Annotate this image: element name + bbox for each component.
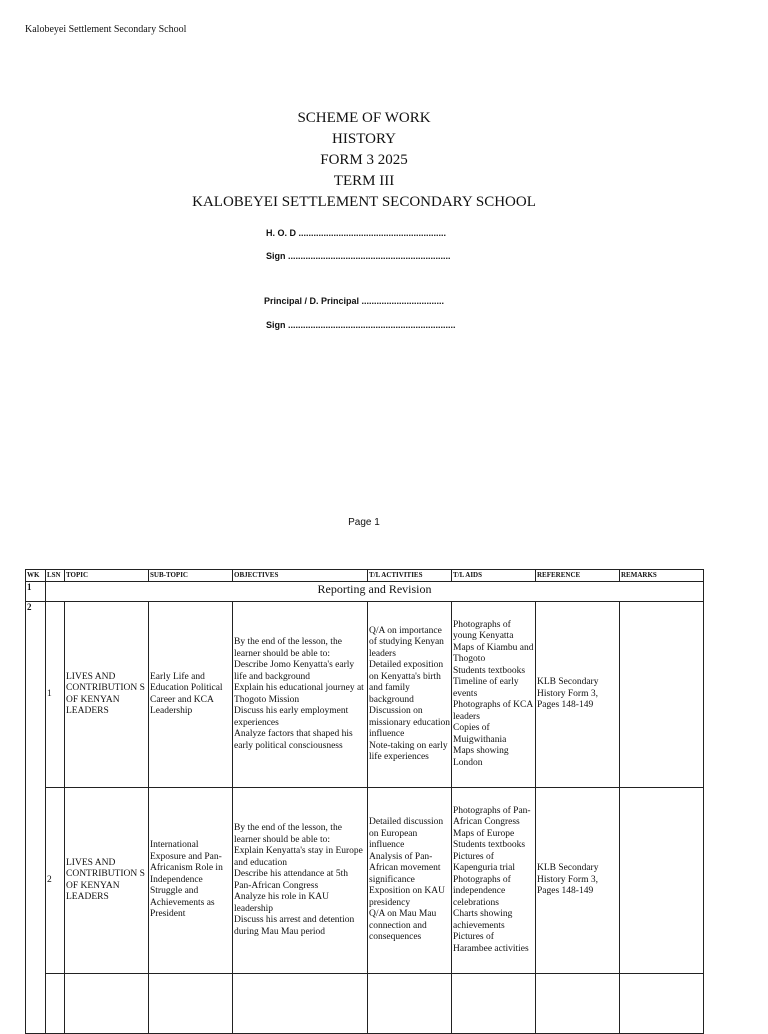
title-line-subject: HISTORY <box>332 131 396 147</box>
objective-line: Analyze factors that shaped his early political consciousness <box>234 729 353 751</box>
aid-line: Students textbooks <box>453 840 526 851</box>
activity-line: Detailed discussion on European influence <box>369 817 444 851</box>
reference-cell: KLB Secondary History Form 3, Pages 148-149 <box>536 602 620 788</box>
table-header-row <box>26 570 704 582</box>
activity-line: Q/A on importance of studying Kenyan leaders <box>369 625 444 659</box>
empty-cell <box>149 974 233 1034</box>
empty-cell <box>46 974 65 1034</box>
aid-line: Photographs of independence celebrations <box>453 874 511 908</box>
document-title <box>0 108 728 213</box>
activities-cell <box>368 602 452 788</box>
column-header-aids: T/L AIDS <box>452 570 536 582</box>
title-line-school: KALOBEYEI SETTLEMENT SECONDARY SCHOOL <box>192 194 536 210</box>
title-line-scheme: SCHEME OF WORK <box>297 110 431 126</box>
table-row-lesson-1 <box>26 602 704 788</box>
activity-line: Analysis of Pan-African movement significance <box>369 851 441 885</box>
objective-line: Discuss his arrest and detention during Mau Mau period <box>234 915 355 937</box>
empty-cell <box>620 974 704 1034</box>
table-row-lesson-2 <box>26 788 704 974</box>
objective-line: Analyze his role in KAU leadership <box>234 892 329 914</box>
empty-cell <box>65 974 149 1034</box>
week-number: 2 <box>26 602 46 1034</box>
aid-line: Maps of Kiambu and Thogoto <box>453 642 534 665</box>
column-header-lsn: LSN <box>46 570 65 582</box>
aids-cell <box>452 788 536 974</box>
subtopic-cell: International Exposure and Pan-Africanism Role in Independence Struggle and Achievements as President <box>149 788 233 974</box>
aid-line: Photographs of Pan-African Congress <box>453 805 531 828</box>
aid-line: Pictures of Kapenguria trial <box>453 851 515 874</box>
title-line-form: FORM 3 2025 <box>320 152 408 168</box>
column-header-objectives: OBJECTIVES <box>233 570 368 582</box>
page-number: Page 1 <box>348 517 380 528</box>
remarks-cell <box>620 788 704 974</box>
aid-line: Photographs of young Kenyatta <box>453 619 514 642</box>
topic-cell: LIVES AND CONTRIBUTION S OF KENYAN LEADERS <box>65 602 149 788</box>
column-header-reference: REFERENCE <box>536 570 620 582</box>
aid-line: Charts showing achievements <box>453 909 513 931</box>
lesson-number: 2 <box>46 788 65 974</box>
hod-sign-line: Sign ................................................................. <box>266 251 451 261</box>
remarks-cell <box>620 602 704 788</box>
empty-cell <box>368 974 452 1034</box>
aid-line: Students textbooks <box>453 665 526 676</box>
activity-line: Q/A on Mau Mau connection and consequences <box>369 909 437 943</box>
principal-line: Principal / D. Principal ................................. <box>264 296 445 306</box>
aid-line: Maps of Europe <box>453 828 515 839</box>
activity-line: Detailed exposition on Kenyatta's birth and family background <box>369 660 444 705</box>
aid-line: Maps showing London <box>453 746 509 768</box>
topic-cell: LIVES AND CONTRIBUTION S OF KENYAN LEADERS <box>65 788 149 974</box>
aid-line: Copies of Muigwithania <box>453 723 507 745</box>
scheme-table <box>25 569 704 1034</box>
aid-line: Pictures of Harambee activities <box>453 932 529 954</box>
activity-line: Note-taking on early life experiences <box>369 740 448 762</box>
objective-line: Explain his educational journey at Thogoto Mission <box>234 683 364 705</box>
column-header-activities: T/L ACTIVITIES <box>368 570 452 582</box>
objective-line: Describe his attendance at 5th Pan-African Congress <box>234 869 348 891</box>
empty-cell <box>452 974 536 1034</box>
running-header: Kalobeyei Settlement Secondary School <box>25 24 187 35</box>
table-row-continuation <box>26 974 704 1034</box>
aids-cell <box>452 602 536 788</box>
objective-line: Discuss his early employment experiences <box>234 706 349 728</box>
reference-cell: KLB Secondary History Form 3, Pages 148-149 <box>536 788 620 974</box>
title-line-term: TERM III <box>333 173 395 189</box>
empty-cell <box>233 974 368 1034</box>
table-row-week-1 <box>26 582 704 602</box>
activities-cell <box>368 788 452 974</box>
hod-line: H. O. D ........................................................... <box>266 228 447 238</box>
objective-line: By the end of the lesson, the learner should be able to: <box>234 823 342 845</box>
column-header-wk: WK <box>26 570 46 582</box>
objective-line: By the end of the lesson, the learner should be able to: <box>234 637 342 659</box>
objective-line: Explain Kenyatta's stay in Europe and education <box>234 846 363 868</box>
objectives-cell <box>233 602 368 788</box>
activity-line: Exposition on KAU presidency <box>369 886 445 908</box>
column-header-remarks: REMARKS <box>620 570 704 582</box>
empty-cell <box>536 974 620 1034</box>
reporting-revision-cell: Reporting and Revision <box>46 582 704 602</box>
principal-sign-line: Sign ................................................................... <box>266 320 456 330</box>
activity-line: Discussion on missionary education influence <box>369 706 450 739</box>
week-number: 1 <box>26 582 46 602</box>
aid-line: Photographs of KCA leaders <box>453 700 533 722</box>
column-header-topic: TOPIC <box>65 570 149 582</box>
aid-line: Timeline of early events <box>453 677 519 699</box>
objective-line: Describe Jomo Kenyatta's early life and background <box>234 660 355 682</box>
column-header-subtopic: SUB-TOPIC <box>149 570 233 582</box>
subtopic-cell: Early Life and Education Political Career and KCA Leadership <box>149 602 233 788</box>
objectives-cell <box>233 788 368 974</box>
lesson-number: 1 <box>46 602 65 788</box>
